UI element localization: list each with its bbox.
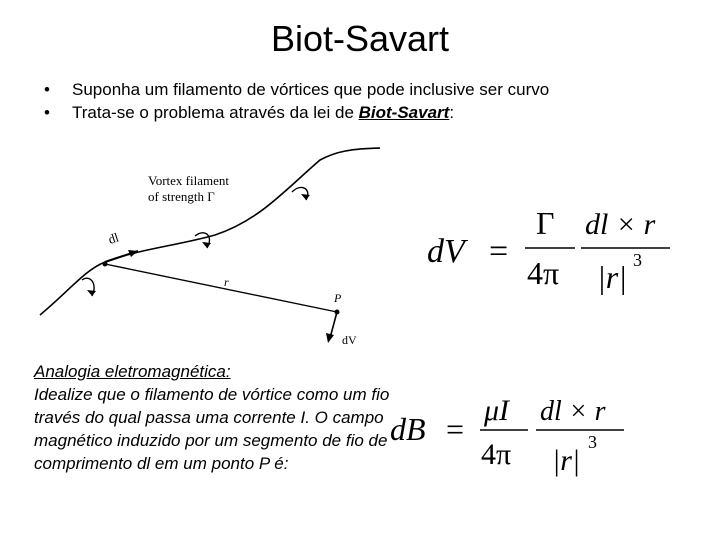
biot-savart-equation-magnetic — [388, 390, 648, 500]
circulation-arrowhead — [301, 194, 310, 200]
analogy-heading: Analogia eletromagnética: — [34, 362, 231, 381]
analogy-body: Idealize que o filamento de vórtice como um fio través do qual passa uma corrente I. O campo magnético induzido por um segmento de fio de comprimento dl em um ponto P é: — [34, 385, 390, 473]
vortex-filament-diagram — [30, 140, 380, 355]
eq2-exponent: 3 — [588, 432, 597, 452]
eq2-equals: = — [446, 411, 465, 447]
eq2-lhs: dB — [390, 411, 426, 447]
dV-label: dV — [342, 333, 357, 347]
eq1-frac1-den: 4π — [527, 255, 560, 291]
r-label: r — [224, 275, 229, 289]
eq1-frac2-den: |r| — [597, 259, 628, 295]
dl-label: dl — [106, 229, 121, 247]
dl-point — [103, 262, 108, 267]
filament-caption-line2: of strength Γ — [148, 189, 215, 204]
dV-arrowhead — [326, 333, 334, 343]
eq2-frac1-den: 4π — [481, 438, 512, 471]
dl-arrowhead — [128, 250, 138, 257]
bullet-item: • Trata-se o problema através da lei de Biot-Savart: — [44, 101, 549, 124]
bullet-list — [44, 78, 549, 124]
biot-savart-equation-velocity — [425, 200, 685, 310]
P-label: P — [334, 291, 342, 305]
eq2-frac1-num: μI — [484, 394, 510, 427]
eq2-frac2-den: |r| — [552, 444, 581, 477]
biot-savart-link[interactable]: Biot-Savart — [358, 103, 450, 122]
eq1-frac1-num: Γ — [536, 205, 555, 241]
eq1-lhs: dV — [427, 233, 465, 270]
slide-title: Biot-Savart — [270, 18, 450, 59]
bullet-item: • Suponha um filamento de vórtices que pode inclusive ser curvo — [44, 78, 549, 101]
circulation-arrowhead — [202, 242, 211, 248]
eq2-frac2-num: dl × r — [540, 396, 606, 427]
filament-caption-line1: Vortex filament — [148, 173, 229, 188]
eq1-exponent: 3 — [633, 250, 642, 270]
circulation-arrowhead — [87, 290, 96, 296]
electromagnetic-analogy — [34, 360, 394, 475]
eq1-equals: = — [489, 233, 509, 270]
r-vector-line — [105, 264, 337, 312]
dV-arrow — [330, 312, 337, 338]
eq1-frac2-num: dl × r — [585, 208, 656, 241]
